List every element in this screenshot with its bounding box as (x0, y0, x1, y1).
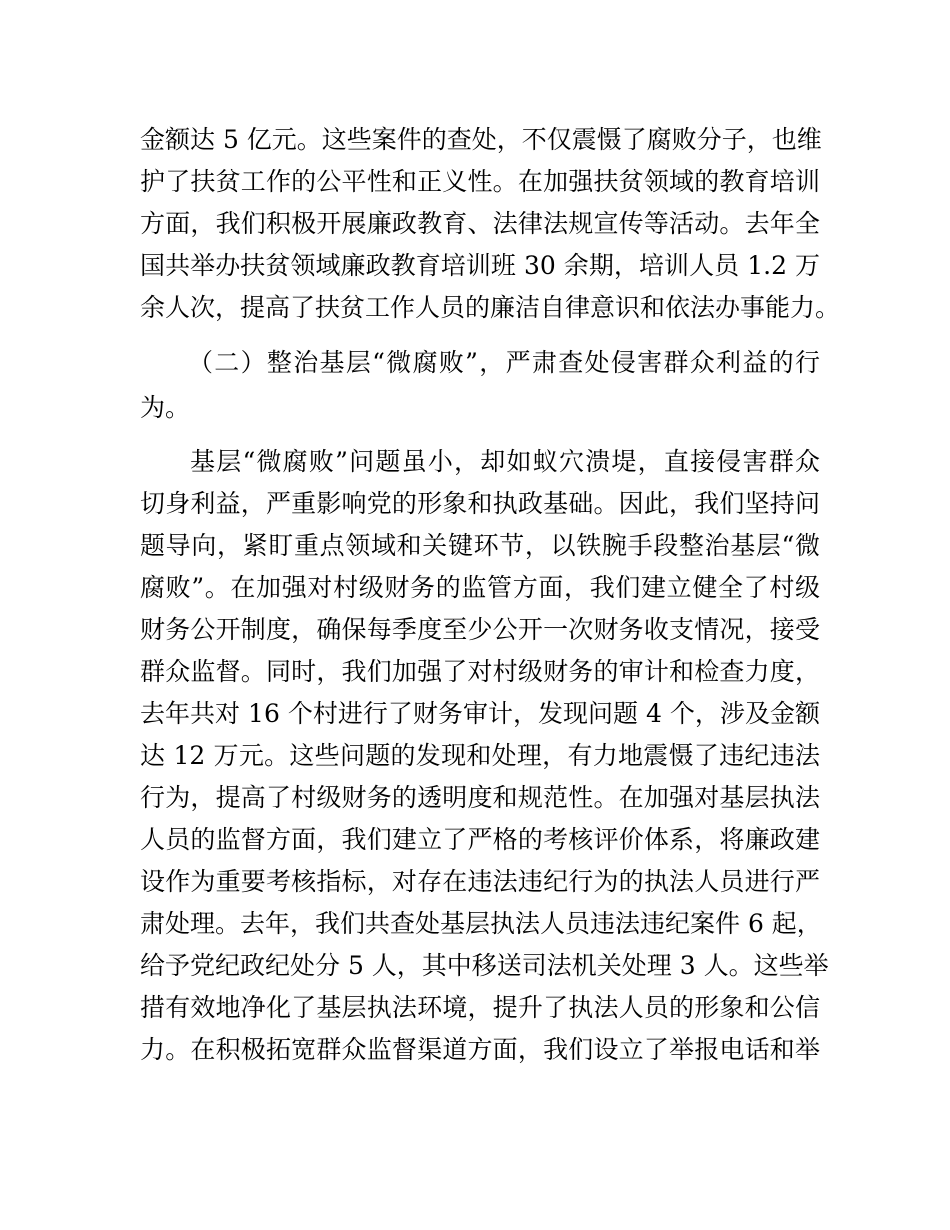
paragraph-2-line-15: 力。在积极拓宽群众监督渠道方面，我们设立了举报电话和举 (140, 1035, 820, 1064)
paragraph-2-line-4: 腐败”。在加强对村级财务的监管方面，我们建立健全了村级 (140, 573, 820, 602)
paragraph-2-line-6: 群众监督。同时，我们加强了对村级财务的审计和检查力度， (140, 657, 820, 686)
paragraph-1-line-4: 国共举办扶贫领域廉政教育培训班 30 余期，培训人员 1.2 万 (140, 251, 820, 280)
paragraph-1-line-5: 余人次，提高了扶贫工作人员的廉洁自律意识和依法办事能力。 (140, 293, 841, 322)
section-heading-line-1: （二）整治基层“微腐败”，严肃查处侵害群众利益的行 (188, 348, 820, 377)
paragraph-2-line-10: 人员的监督方面，我们建立了严格的考核评价体系，将廉政建 (140, 825, 820, 854)
paragraph-2-line-5: 财务公开制度，确保每季度至少公开一次财务收支情况，接受 (140, 615, 820, 644)
paragraph-2-line-3: 题导向，紧盯重点领域和关键环节，以铁腕手段整治基层“微 (140, 531, 820, 560)
paragraph-2-line-14: 措有效地净化了基层执法环境，提升了执法人员的形象和公信 (140, 993, 820, 1022)
paragraph-2-line-12: 肃处理。去年，我们共查处基层执法人员违法违纪案件 6 起， (140, 909, 822, 938)
paragraph-1-line-2: 护了扶贫工作的公平性和正义性。在加强扶贫领域的教育培训 (140, 167, 820, 196)
section-heading-line-2: 为。 (140, 393, 191, 422)
paragraph-1-line-3: 方面，我们积极开展廉政教育、法律法规宣传等活动。去年全 (140, 209, 820, 238)
paragraph-2-line-8: 达 12 万元。这些问题的发现和处理，有力地震慑了违纪违法 (140, 741, 820, 770)
paragraph-2-line-13: 给予党纪政纪处分 5 人，其中移送司法机关处理 3 人。这些举 (140, 951, 829, 980)
paragraph-1-line-1: 金额达 5 亿元。这些案件的查处，不仅震慑了腐败分子，也维 (140, 125, 822, 154)
paragraph-2-line-2: 切身利益，严重影响党的形象和执政基础。因此，我们坚持问 (140, 489, 820, 518)
paragraph-2-line-11: 设作为重要考核指标，对存在违法违纪行为的执法人员进行严 (140, 867, 820, 896)
paragraph-2-line-7: 去年共对 16 个村进行了财务审计，发现问题 4 个，涉及金额 (140, 699, 820, 728)
paragraph-2-line-9: 行为，提高了村级财务的透明度和规范性。在加强对基层执法 (140, 783, 820, 812)
paragraph-2-line-1: 基层“微腐败”问题虽小，却如蚁穴溃堤，直接侵害群众 (190, 447, 820, 476)
